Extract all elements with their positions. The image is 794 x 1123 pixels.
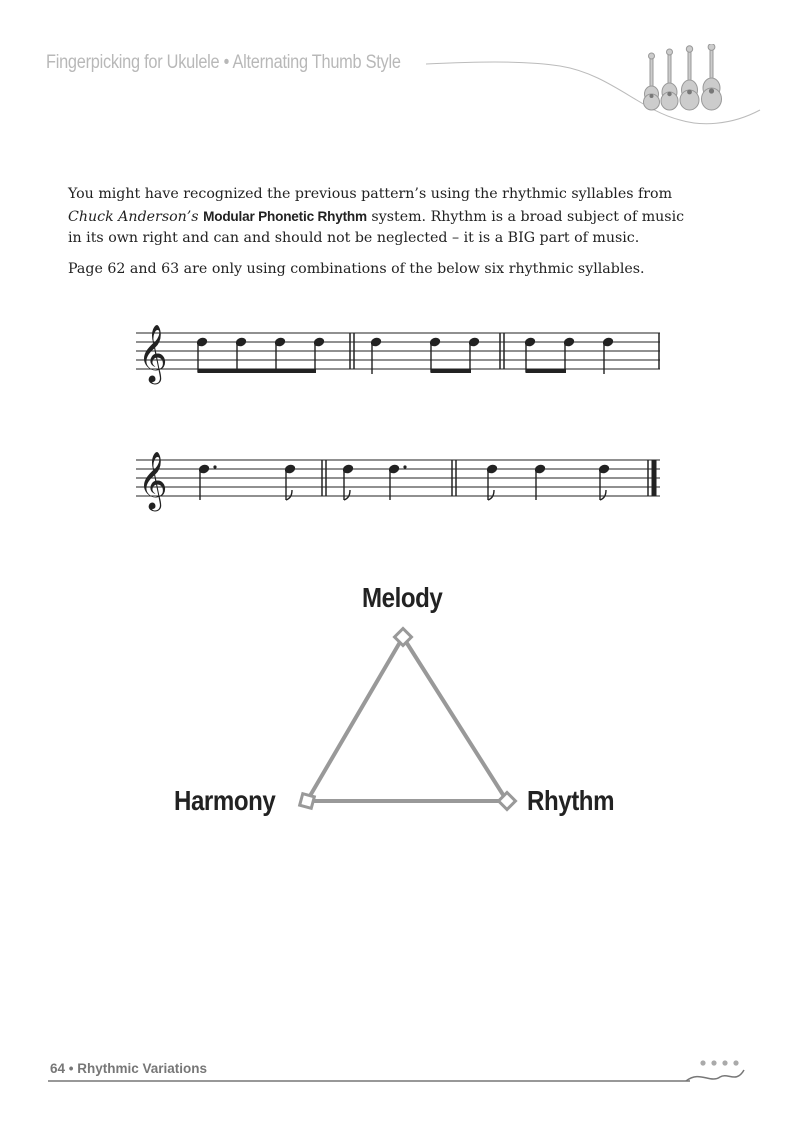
system-name: Modular Phonetic Rhythm xyxy=(203,208,367,224)
paragraph-pages: Page 62 and 63 are only using combinations of the below six rhythmic syllables. xyxy=(68,260,645,277)
label-rhythm: Rhythm xyxy=(527,785,615,816)
treble-clef-icon: 𝄞 xyxy=(138,451,168,509)
treble-clef-icon: 𝄞 xyxy=(138,324,168,382)
page-footer: 64 • Rhythmic Variations xyxy=(50,1061,208,1076)
author-name: Chuck Anderson’s xyxy=(68,208,199,225)
paragraph-intro-end: system. Rhythm is a broad subject of music in its own right and can and should not be neglected – it is a BIG part of music. xyxy=(68,208,685,246)
label-melody: Melody xyxy=(362,582,443,613)
label-harmony: Harmony xyxy=(174,785,276,816)
running-header-title: Fingerpicking for Ukulele • Alternating Thumb Style xyxy=(46,52,401,73)
paragraph-intro-start: You might have recognized the previous pattern’s using the rhythmic syllables from xyxy=(68,186,673,202)
